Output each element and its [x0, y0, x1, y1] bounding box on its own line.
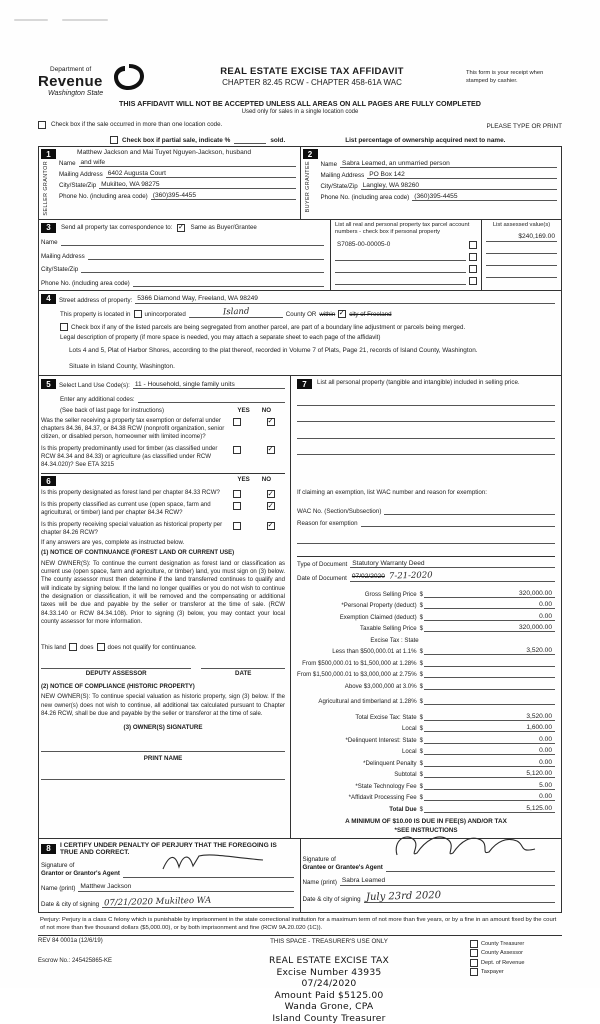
dollar-sign: $ — [419, 748, 423, 756]
copy-county-assessor-label: County Assessor — [481, 950, 523, 957]
grantee-name-label: Name (print) — [302, 878, 337, 886]
section-7-number: 7 — [297, 379, 312, 389]
question-6-1: Is this property designated as forest land per chapter 84.33 RCW? — [41, 489, 220, 497]
excise-row-value[interactable]: 3,520.00 — [424, 647, 555, 655]
certify-statement: I CERTIFY UNDER PENALTY OF PERJURY THAT THE FOREGOING IS TRUE AND CORRECT. — [60, 841, 277, 856]
land-does-label: does — [80, 643, 94, 651]
unincorporated-checkbox[interactable] — [134, 310, 142, 318]
excise-row-label: Subtotal — [394, 771, 417, 779]
q6-3-no-checkbox[interactable] — [267, 522, 275, 530]
land-use-field[interactable]: 11 - Household, single family units — [133, 381, 285, 390]
question-5-1: Was the seller receiving a property tax exemption or deferral under chapters 84.36, 84.37, or 84.38 RCW (nonprofit organization, senior citizen, or disabled person, homeowner with limited income)? — [41, 416, 225, 441]
situate-text: Situate in Island County, Washington. — [69, 363, 175, 371]
personal-property-checkbox-4[interactable] — [469, 277, 477, 285]
scan-smudge — [14, 19, 48, 21]
if-yes-instruction: If any answers are yes, complete as instructed below. — [41, 540, 185, 547]
seller-phone-field[interactable]: (360)395-4455 — [151, 192, 296, 201]
doc-type-field[interactable]: Statutory Warranty Deed — [350, 560, 555, 569]
personal-property-checkbox-1[interactable] — [469, 241, 477, 249]
buyer-phone-label: Phone No. (including area code) — [320, 194, 410, 202]
logo-dept-of: Department of — [50, 66, 92, 73]
dollar-sign: $ — [419, 805, 423, 813]
grantee-sig-label2: Grantee or Grantee's Agent — [302, 863, 383, 871]
section-4 — [39, 291, 561, 377]
grantee-date-handwritten: July 23rd 2020 — [365, 889, 441, 903]
copy-taxpayer-label: Taxpayer — [481, 969, 504, 976]
wac-field[interactable] — [384, 506, 555, 515]
owners-signature-field[interactable] — [41, 743, 285, 752]
minimum-due-note: A MINIMUM OF $10.00 IS DUE IN FEE(S) AND/OR TAX — [345, 817, 507, 825]
grantor-signature — [159, 851, 269, 873]
usage-note: Used only for sales in a single location code — [241, 109, 359, 115]
assessed-value-2[interactable] — [486, 245, 557, 254]
dollar-sign: $ — [419, 771, 423, 779]
excise-row-value[interactable]: 0.00 — [424, 759, 555, 767]
dollar-sign: $ — [419, 659, 423, 667]
form-title: REAL ESTATE EXCISE TAX AFFIDAVIT — [220, 66, 404, 77]
deputy-assessor-signature-field[interactable] — [41, 661, 191, 670]
q5-2-no-checkbox[interactable] — [267, 446, 275, 454]
q5-1-no-checkbox[interactable] — [267, 418, 275, 426]
excise-row-value[interactable] — [424, 677, 555, 678]
seller-csz-label: City/State/Zip — [59, 182, 97, 190]
section-2-number: 2 — [303, 149, 318, 159]
additional-codes-field[interactable] — [138, 394, 285, 403]
q5-1-yes-checkbox[interactable] — [233, 418, 241, 426]
partial-sale-percent-field[interactable] — [234, 136, 266, 145]
section-3 — [39, 220, 561, 291]
grantee-signature-field[interactable] — [386, 864, 555, 873]
buyer-name-label: Name — [320, 161, 338, 169]
excise-row-value[interactable]: 1,600.00 — [424, 724, 555, 732]
escrow-label: Escrow No.: — [38, 958, 71, 965]
grantor-sig-label2: Grantor or Grantor's Agent — [41, 869, 120, 877]
copy-dept-revenue-label: Dept. of Revenue — [481, 959, 525, 966]
excise-row-label: *Delinquent Interest: State — [345, 736, 417, 744]
question-6-2: Is this property classified as current use (open space, farm and agricultural, or timber) land per chapter 84.34 RCW? — [41, 501, 211, 517]
excise-row-label: Local — [402, 748, 417, 756]
parcel-header: List all real and personal property tax parcel account numbers - check box if personal property — [335, 221, 470, 236]
excise-row-value[interactable]: 3,520.00 — [424, 713, 555, 721]
personal-property-line-2[interactable] — [297, 414, 555, 423]
dollar-sign: $ — [419, 625, 423, 633]
land-qualify-pre: This land — [41, 643, 67, 651]
reason-field[interactable] — [361, 519, 555, 528]
receipt-note: This form is your receipt when stamped by cashier. — [466, 70, 544, 84]
no-header-5: NO — [261, 406, 272, 414]
excise-row-label: Taxable Selling Price — [360, 625, 417, 633]
treasurer-use-only-label: THIS SPACE - TREASURER'S USE ONLY — [270, 938, 388, 946]
logo-state: Washington State — [48, 90, 104, 97]
excise-row-label: *Affidavit Processing Fee — [348, 794, 417, 802]
excise-row-value[interactable] — [424, 689, 555, 690]
section-7-column — [290, 376, 561, 838]
excise-row-label: Local — [402, 725, 417, 733]
stamp-treasurer-name: Wanda Grone, CPA — [284, 1001, 374, 1013]
buyer-phone-field[interactable]: (360)395-4455 — [412, 193, 557, 202]
reason-label: Reason for exemption — [297, 520, 358, 528]
excise-section-label: Excise Tax : State — [370, 636, 419, 644]
street-address-label: Street address of property: — [59, 296, 133, 304]
excise-row-value[interactable]: 320,000.00 — [424, 624, 555, 632]
form-subtitle: CHAPTER 82.45 RCW - CHAPTER 458-61A WAC — [222, 78, 402, 87]
yes-header-6: YES — [237, 476, 250, 484]
assessed-value-3[interactable] — [486, 257, 557, 266]
q6-3-yes-checkbox[interactable] — [233, 522, 241, 530]
excise-row-value[interactable]: 5,120.00 — [424, 770, 555, 778]
excise-row-label: Less than $500,000.01 at 1.1% — [332, 648, 417, 656]
grantee-date-field[interactable] — [364, 891, 555, 903]
correspondence-label: Send all property tax correspondence to: — [61, 224, 173, 232]
corr-phone-label: Phone No. (including area code) — [41, 279, 130, 287]
grantor-name-label: Name (print) — [41, 884, 76, 892]
legal-description-text: Lots 4 and 5, Plat of Harbor Shores, according to the plat thereof, recorded in Volume 7 of Plats, Page 21, records of Island County, Washington. — [69, 346, 478, 354]
section-6-number: 6 — [41, 476, 56, 486]
parcel-number-3[interactable] — [335, 264, 466, 273]
city-checkbox[interactable] — [338, 310, 346, 318]
q6-2-no-checkbox[interactable] — [267, 502, 275, 510]
personal-property-header: List all personal property (tangible and intangible) included in selling price. — [317, 379, 520, 387]
partial-sale-checkbox[interactable] — [110, 136, 118, 144]
segregated-checkbox[interactable] — [60, 323, 68, 331]
county-or-label: County OR — [285, 310, 317, 318]
street-address-field[interactable]: 5366 Diamond Way, Freeland, WA 98249 — [135, 295, 555, 304]
corr-address-field[interactable] — [88, 251, 324, 260]
question-6-3: Is this property receiving special valuation as historical property per chapter 84.26 RCW? — [41, 520, 223, 536]
excise-row-label: *Personal Property (deduct) — [341, 602, 417, 610]
buyer-section — [300, 147, 562, 219]
print-name-field[interactable] — [41, 772, 285, 781]
corr-csz-field[interactable] — [81, 265, 324, 274]
seller-name-label: Name — [59, 160, 76, 168]
dollar-sign: $ — [419, 602, 423, 610]
dollar-sign: $ — [419, 590, 423, 598]
yes-header-5: YES — [237, 406, 250, 414]
excise-row-value[interactable]: 0.00 — [424, 747, 555, 755]
q5-2-yes-checkbox[interactable] — [233, 446, 241, 454]
see-instructions-note: *SEE INSTRUCTIONS — [394, 826, 458, 834]
see-back-note: (See back of last page for instructions) — [60, 406, 164, 414]
q6-1-yes-checkbox[interactable] — [233, 490, 241, 498]
rev-number: REV 84 0001a (12/6/19) — [38, 938, 103, 945]
copy-taxpayer-checkbox[interactable] — [470, 968, 478, 976]
excise-row-value[interactable]: 320,000.00 — [424, 590, 555, 598]
seller-phone-label: Phone No. (including area code) — [59, 193, 148, 201]
additional-codes-label: Enter any additional codes: — [60, 395, 135, 403]
dollar-sign: $ — [419, 613, 423, 621]
reason-field-2[interactable] — [297, 535, 555, 544]
q6-1-no-checkbox[interactable] — [267, 490, 275, 498]
excise-row-label: Above $3,000,000 at 3.0% — [344, 682, 417, 690]
land-does-not-label: does not qualify for continuance. — [107, 643, 197, 651]
corr-name-field[interactable] — [61, 238, 324, 247]
owners-signature-caption: (3) OWNER(S) SIGNATURE — [123, 724, 203, 732]
excise-row-value[interactable]: 0.00 — [424, 736, 555, 744]
personal-property-checkbox-3[interactable] — [469, 265, 477, 273]
grantor-date-handwritten: 07/21/2020 Mukilteo WA — [104, 895, 212, 908]
grantor-date-label: Date & city of signing — [41, 900, 100, 908]
copy-county-assessor-checkbox[interactable] — [470, 949, 478, 957]
dollar-sign: $ — [419, 648, 423, 656]
seller-name-overflow: Matthew Jackson and Mai Tuyet Nguyen-Jackson, husband — [77, 149, 252, 157]
copy-county-treasurer-label: County Treasurer — [481, 940, 525, 947]
perjury-statement: Perjury: Perjury is a class C felony which is punishable by imprisonment in the state correctional institution for a maximum term of not more than five years, or by a fine in an amount fixed by the court of not more than five thousand dollars ($5,000.00), or by both imprisonment and fine (RCW 9A.20.020 (1C)). — [38, 913, 562, 937]
notice2-text: NEW OWNER(S): To continue special valuation as historic property, sign (3) below. If the new owner(s) does not wish to continue, all additional tax calculated pursuant to Chapter 84.26 RCW, shall be due and payable by the seller or transferor at the time of sale. — [41, 694, 286, 718]
dollar-sign: $ — [419, 725, 423, 733]
dollar-sign: $ — [419, 713, 423, 721]
city-of-label-struck: city of Freeland — [349, 310, 392, 318]
multi-location-checkbox[interactable] — [38, 121, 46, 129]
segregated-label: Check box if any of the listed parcels are being segregated from another parcel, are part of a boundary line adjustment or parcels being merged. — [71, 323, 466, 331]
corr-name-label: Name — [41, 239, 58, 247]
same-as-buyer-checkbox[interactable] — [177, 224, 185, 232]
section-1-number: 1 — [41, 149, 56, 159]
excise-row-value[interactable]: 5.00 — [424, 782, 555, 790]
treasurer-stamp — [188, 955, 470, 1024]
excise-row-label: *Delinquent Penalty — [363, 759, 417, 767]
doc-date-handwritten: 7-21-2020 — [388, 570, 433, 582]
excise-row-label: From $500,000.01 to $1,500,000 at 1.28% — [302, 659, 417, 667]
unincorporated-label: unincorporated — [144, 310, 186, 318]
dollar-sign: $ — [419, 794, 423, 802]
seller-csz-field[interactable]: Mukilteo, WA 98275 — [99, 181, 295, 190]
grantor-signing-block — [39, 839, 300, 912]
dor-logo — [38, 66, 158, 97]
legal-description-label: Legal description of property (if more space is needed, you may attach a separate sheet to each page of the affidavit) — [60, 333, 381, 341]
excise-row-value[interactable] — [424, 666, 555, 667]
wac-label: WAC No. (Section/Subsection) — [297, 507, 382, 515]
excise-row-label: Total Excise Tax: State — [355, 713, 417, 721]
corr-csz-label: City/State/Zip — [41, 266, 79, 274]
personal-property-line-4[interactable] — [297, 447, 555, 456]
section-5-number: 5 — [41, 379, 56, 389]
excise-row-value[interactable] — [424, 704, 555, 705]
notice2-title: (2) NOTICE OF COMPLIANCE (HISTORIC PROPERTY) — [41, 684, 195, 690]
section-4-number: 4 — [41, 294, 56, 304]
partial-sale-sold-label: sold. — [270, 137, 286, 145]
doc-date-printed: 07/02/2020 — [351, 573, 385, 581]
grantee-signature — [391, 831, 541, 861]
please-type-label: PLEASE TYPE OR PRINT — [486, 122, 562, 130]
ownership-note: List percentage of ownership acquired next to name. — [345, 137, 506, 145]
seller-name-field[interactable]: and wife — [79, 159, 296, 168]
deputy-date-field[interactable] — [201, 661, 285, 670]
located-label: This property is located in — [60, 310, 131, 318]
grantor-date-field[interactable] — [102, 897, 293, 908]
dollar-sign: $ — [419, 736, 423, 744]
excise-total-due-label: Total Due — [389, 805, 417, 813]
q6-2-yes-checkbox[interactable] — [233, 502, 241, 510]
exemption-note: If claiming an exemption, list WAC number and reason for exemption: — [297, 489, 487, 497]
copy-county-treasurer-checkbox[interactable] — [470, 940, 478, 948]
assessed-value-1[interactable]: $240,169.00 — [486, 233, 557, 242]
stamp-treasurer-title: Island County Treasurer — [272, 1012, 386, 1024]
seller-address-label: Mailing Address — [59, 171, 103, 179]
parcel-number-4[interactable] — [335, 276, 466, 285]
stamp-date: 07/24/2020 — [301, 978, 357, 990]
grantee-name-field[interactable]: Sabra Leamed — [340, 877, 555, 886]
warning-line: THIS AFFIDAVIT WILL NOT BE ACCEPTED UNLESS ALL AREAS ON ALL PAGES ARE FULLY COMPLETED — [119, 99, 481, 108]
doc-type-label: Type of Document — [297, 561, 348, 569]
scan-smudge — [62, 19, 108, 21]
seller-section — [39, 147, 300, 219]
buyer-side-label: BUYER GRANTEE — [304, 161, 311, 213]
doc-date-field[interactable] — [350, 571, 555, 582]
land-does-not-checkbox[interactable] — [97, 643, 105, 651]
dollar-sign: $ — [419, 682, 423, 690]
excise-row-label: Gross Selling Price — [364, 590, 417, 598]
logo-agency: Revenue — [38, 73, 103, 90]
excise-row-value[interactable]: 0.00 — [424, 601, 555, 609]
buyer-name-field[interactable]: Sabra Leamed, an unmarried person — [340, 160, 557, 169]
buyer-address-label: Mailing Address — [320, 172, 365, 180]
question-5-2: Is this property predominantly used for timber (as classified under RCW 84.34 and 84.33) or agriculture (as classified under RCW 84.34.020)? See ETA 3215 — [41, 444, 218, 468]
assessed-value-4[interactable] — [486, 269, 557, 278]
county-handwritten: Island — [222, 306, 250, 318]
dollar-sign: $ — [419, 671, 423, 679]
dollar-sign: $ — [419, 698, 423, 706]
personal-property-line-1[interactable] — [297, 397, 555, 406]
deputy-assessor-caption: DEPUTY ASSESSOR — [85, 670, 147, 677]
multi-location-label: Check box if the sale occurred in more than one location code. — [51, 121, 223, 128]
excise-row-value[interactable]: 0.00 — [424, 793, 555, 801]
stamp-amount-paid: Amount Paid $5125.00 — [274, 989, 384, 1001]
buyer-address-field[interactable]: PO Box 142 — [367, 171, 557, 180]
deputy-date-caption: DATE — [235, 670, 252, 677]
grantor-name-field[interactable]: Matthew Jackson — [78, 883, 293, 892]
no-header-6: NO — [261, 476, 272, 484]
seller-side-label: SELLER GRANTOR — [43, 161, 49, 216]
dor-swoosh-icon — [112, 62, 146, 92]
section-8-number: 8 — [41, 844, 56, 854]
parcel-number-2[interactable] — [335, 252, 466, 261]
doc-date-label: Date of Document — [297, 575, 347, 583]
sections-5-6-column — [39, 376, 290, 838]
dollar-sign: $ — [419, 759, 423, 767]
buyer-csz-label: City/State/Zip — [320, 183, 358, 191]
print-name-caption: PRINT NAME — [143, 754, 183, 762]
form-header — [38, 66, 562, 97]
grantee-date-label: Date & city of signing — [302, 895, 361, 903]
excise-row-label: *State Technology Fee — [355, 782, 417, 790]
grantee-signing-block — [300, 839, 562, 912]
seller-address-field[interactable]: 6402 Augusta Court — [106, 170, 296, 179]
notice1-text: NEW OWNER(S): To continue the current designation as forest land or classification as current use (open space, farm and agriculture, or timber) land, you must sign on (3) below. The county assessor must then determine if the land transferred continues to qualify and will indicate by signing below. If the land no longer qualifies or you do not wish to continue the designation or classification, it will be removed and the compensating or additional taxes will be due and payable by the seller or transferor at the time of sale. (RCW 84.33.140 or RCW 84.34.108). Prior to signing (3) below, you may contact your local county assessor for more information. — [41, 560, 286, 626]
excise-row-label: Agricultural and timberland at 1.28% — [318, 698, 417, 706]
excise-row-value[interactable]: 0.00 — [424, 613, 555, 621]
buyer-csz-field[interactable]: Langley, WA 98260 — [361, 182, 557, 191]
county-field[interactable] — [189, 307, 283, 318]
personal-property-checkbox-2[interactable] — [469, 253, 477, 261]
stamp-title: REAL ESTATE EXCISE TAX — [269, 955, 389, 967]
within-label-struck: within — [319, 310, 336, 318]
parcel-number-1[interactable]: S7085-00-00005-0 — [337, 241, 391, 249]
dollar-sign: $ — [419, 782, 423, 790]
personal-property-line-3[interactable] — [297, 430, 555, 439]
escrow-value: 245425865-KE — [72, 958, 113, 965]
excise-row-label: From $1,500,000.01 to $3,000,000 at 2.75% — [297, 671, 417, 679]
treasurer-footer — [38, 938, 562, 1024]
assessed-header: List assessed value(s) — [492, 221, 551, 228]
section-3-number: 3 — [41, 223, 56, 233]
partial-sale-label: Check box if partial sale, indicate % — [122, 137, 231, 145]
same-as-label: Same as Buyer/Grantee — [190, 224, 257, 232]
excise-total-due-value[interactable]: 5,125.00 — [424, 805, 555, 813]
corr-phone-field[interactable] — [133, 278, 324, 287]
notice1-title: (1) NOTICE OF CONTINUANCE (FOREST LAND OR CURRENT USE) — [41, 550, 235, 557]
copy-dept-revenue-checkbox[interactable] — [470, 959, 478, 967]
corr-address-label: Mailing Address — [41, 252, 85, 260]
land-does-checkbox[interactable] — [69, 643, 77, 651]
section-8 — [39, 839, 561, 912]
grantee-sig-label1: Signature of — [302, 855, 336, 863]
stamp-excise-number: Excise Number 43935 — [276, 966, 382, 978]
excise-row-label: Exemption Claimed (deduct) — [339, 613, 417, 621]
grantor-sig-label1: Signature of — [41, 861, 75, 869]
land-use-label: Select Land Use Code(s): — [59, 382, 130, 390]
